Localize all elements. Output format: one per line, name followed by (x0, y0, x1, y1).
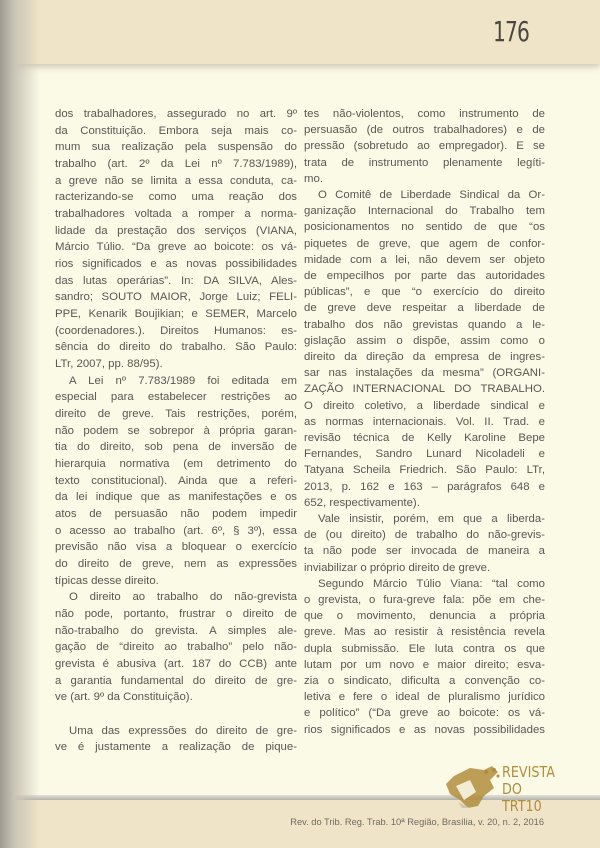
text-line: do direito de greve, nem as expressões (55, 558, 297, 571)
text-line: lidade da prestação dos serviços (VIANA, (55, 224, 297, 237)
text-line: rios significados e as novas possibilidades (304, 723, 545, 736)
text-line: Uma das expressões do direito de gre- (69, 724, 297, 737)
text-line: ta não pode ser invocada de maneira a (304, 545, 545, 558)
text-line: racterizando-se como uma reação dos (55, 191, 297, 204)
text-line: não-trabalho do grevista. A simples ale- (55, 624, 297, 637)
text-line: ZAÇÃO INTERNACIONAL DO TRABALHO. (304, 383, 545, 396)
text-line: pressão (sobretudo ao empregador). E se (304, 140, 545, 153)
text-line: Fernandes, Sandro Lunard Nicoladeli e (304, 448, 545, 461)
text-line: ve é justamente a realização de pique- (55, 741, 297, 754)
text-line: ve (art. 9º da Constituição). (55, 691, 193, 704)
text-line: típicas desse direito. (55, 574, 159, 587)
text-line: que o movimento, denuncia a própria (304, 610, 545, 623)
text-line: tia do direito, sob pena de inversão de (55, 441, 297, 454)
text-line: o grevista, o fura-greve fala: põe em che- (304, 594, 545, 606)
text-line: o acesso ao trabalho (art. 6º, § 3º), essa (55, 524, 297, 537)
logo-line-2: DO TRT10 (502, 780, 542, 815)
text-line: 652, respectivamente). (304, 496, 420, 509)
text-line: a garantia fundamental do direito de gre- (55, 674, 297, 687)
text-line: O direito coletivo, a liberdade sindical e (304, 399, 545, 412)
text-line: revisão técnica de Kelly Karoline Bepe (304, 432, 545, 444)
brazil-map-logo-icon (440, 762, 504, 810)
page-number: 176 (492, 15, 529, 48)
text-line: O direito ao trabalho do não-grevista (69, 591, 297, 604)
text-line: sar nas instalações da mesma” (ORGANI- (304, 367, 545, 380)
text-line: trabalho dos não grevistas quando a le- (304, 318, 545, 331)
text-line: greve. Mas ao resistir à resistência revela (304, 626, 545, 639)
text-line: atos de persuasão não podem impedir (55, 508, 297, 521)
text-line: das lutas operárias”. In: DA SILVA, Ales- (55, 274, 297, 287)
revista-trt10-logo (440, 762, 570, 815)
text-line: sência do direito do trabalho. São Paulo: (55, 341, 297, 354)
text-line: dupla submissão. Ele luta contra os que (304, 642, 545, 655)
text-line: direito da direção da empresa de ingres- (304, 351, 545, 363)
text-line: Vale insistir, porém, em que a liberda- (318, 513, 545, 525)
text-line: LTr, 2007, pp. 88/95). (55, 358, 163, 371)
text-line: da Constituição. Embora seja mais co- (55, 124, 297, 137)
text-line: direito de greve. Tais restrições, porém, (55, 408, 297, 421)
text-line: a greve não se limita a essa conduta, ca- (55, 174, 297, 187)
text-line: rios significados e as novas possibilidades (55, 258, 297, 271)
text-line: O Comitê de Liberdade Sindical da Or- (318, 189, 545, 201)
text-line: texto constitucional). Ainda que a referi- (55, 474, 297, 487)
text-line: Segundo Márcio Túlio Viana: “tal como (318, 577, 545, 590)
text-line: as normas internacionais. Vol. II. Trad. e (304, 415, 545, 428)
book-spine-shadow (0, 0, 40, 848)
text-line: tes não-violentos, como instrumento de (304, 108, 545, 120)
text-line: lutam por um novo e maior direito; esva- (304, 658, 545, 671)
text-line: A Lei nº 7.783/1989 foi editada em (69, 374, 297, 387)
text-line: não podem se sobrepor à própria garan- (55, 424, 297, 437)
text-line: dos trabalhadores, assegurado no art. 9º (55, 108, 297, 120)
text-line: letiva e fere o ideal de pluralismo jurídico (304, 691, 545, 704)
text-line: mo. (304, 172, 323, 185)
text-line: de greve deve respeitar a liberdade de (304, 302, 545, 315)
text-line: públicas”, e que “o exercício do direito (304, 286, 545, 299)
text-line: de (ou direito) de trabalho do não-grevis- (304, 529, 545, 542)
journal-citation: Rev. do Trib. Reg. Trab. 10ª Região, Brasília, v. 20, n. 2, 2016 (290, 817, 544, 827)
text-line: persuasão (de outros trabalhadores) e de (304, 124, 545, 137)
page-header (0, 0, 600, 64)
text-line: zia o sindicato, dificulta a convenção co- (304, 675, 545, 687)
text-line: trata de instrumento plenamente legíti- (304, 156, 545, 169)
text-line: especial para estabelecer restrições ao (55, 391, 297, 404)
text-line: Tatyana Scheila Friedrich. São Paulo: LTr, (304, 464, 545, 477)
text-line: grevista é abusiva (art. 187 do CCB) ante (55, 658, 297, 671)
logo-line-1: REVISTA (502, 763, 556, 781)
text-line: trabalhadores voltada a romper a norma- (55, 208, 297, 221)
text-line: Márcio Túlio. “Da greve ao boicote: os vá- (55, 241, 297, 254)
text-line: de empecilhos por parte das autoridades (304, 270, 545, 282)
text-line: ganização Internacional do Trabalho tem (304, 205, 545, 218)
text-line: gislação assim o dispõe, assim como o (304, 334, 545, 347)
text-line: hierarquia normativa (em detrimento do (55, 458, 297, 471)
text-line: midade com a lei, não devem ser objeto (304, 253, 545, 266)
text-line: inviabilizar o próprio direito de greve. (304, 561, 491, 574)
text-line: trabalho (art. 2º da Lei nº 7.783/1989), (55, 158, 297, 170)
text-line: da lei indique que as manifestações e os (55, 491, 297, 504)
text-line: posicionamentos no sentido de que “os (304, 221, 545, 234)
text-line: (coordenadores.). Direitos Humanos: es- (55, 324, 297, 337)
text-line: PPE, Kenarik Boujikian; e SEMER, Marcelo (55, 308, 297, 321)
text-line: previsão não visa a bloquear o exercício (55, 541, 297, 554)
text-line: e político” (“Da greve ao boicote: os vá- (304, 707, 545, 720)
text-line: 2013, p. 162 e 163 – parágrafos 648 e (304, 480, 545, 493)
text-line: não pode, portanto, frustrar o direito de (55, 608, 297, 621)
text-line: piquetes de greve, que agem de confor- (304, 237, 545, 250)
text-line: mum sua realização pela suspensão do (55, 141, 297, 154)
text-line: sandro; SOUTO MAIOR, Jorge Luiz; FELI- (55, 291, 297, 304)
text-line: gação de “direito ao trabalho” pelo não- (55, 641, 297, 654)
